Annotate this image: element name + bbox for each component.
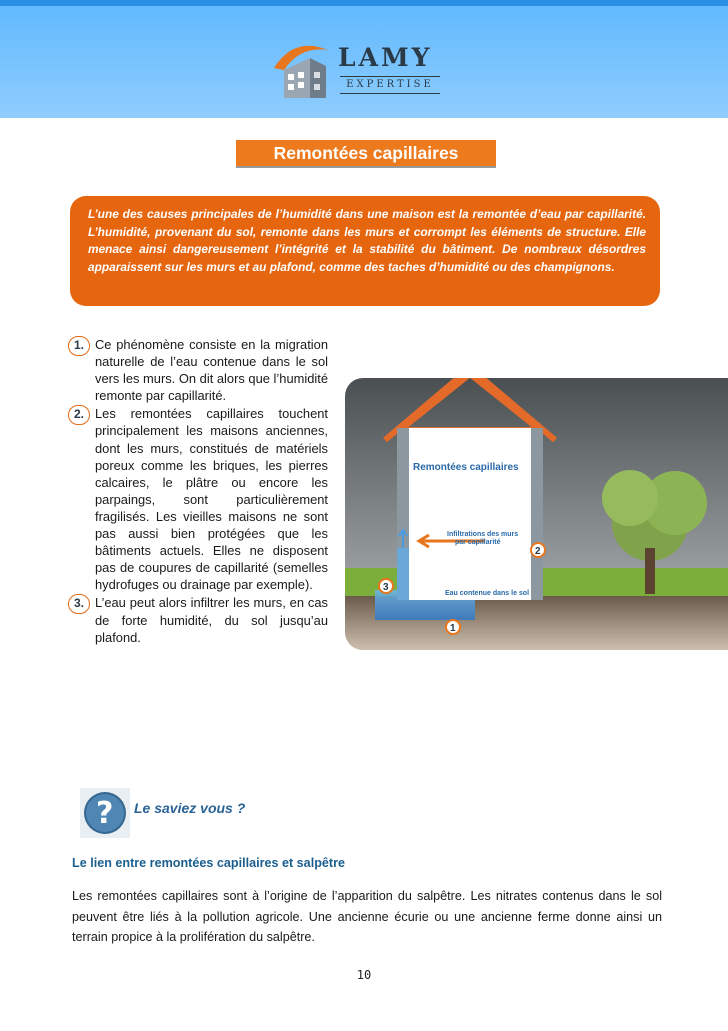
list-number: 3. [68,594,90,614]
marker-3: 3 [383,582,389,593]
title-underline [236,166,496,168]
numbered-list [68,336,328,647]
marker-1: 1 [450,623,456,634]
house-diagram [345,378,728,650]
infiltration-label-2: par capillarité [455,539,501,546]
list-number: 2. [68,405,90,425]
question-glyph: ? [96,796,114,831]
logo-subtitle: EXPERTISE [340,76,440,94]
ground-water-label: Eau contenue dans le sol [445,590,530,597]
building-logo-icon [270,40,332,100]
list-item-text: L’eau peut alors infiltrer les murs, en cas de forte humidité, du sol jusqu’au plafond. [95,595,328,645]
lamy-expertise-logo [270,40,440,100]
list-number: 1. [68,336,90,356]
article-body: Les remontées capillaires sont à l’origine de l’apparition du salpêtre. Les nitrates contenus dans le sol peuvent être liés à la pollution agricole. Une ancienne écurie ou une ancienne ferme donne ainsi un terrain propice à la prolifération du salpêtre. [72,889,662,945]
logo-brand: LAMY [338,43,433,72]
page-number: 10 [356,968,372,982]
header-top-edge [0,0,728,6]
article-subheading: Le lien entre remontées capillaires et salpêtre [72,856,345,870]
list-item [68,405,328,593]
capillary-rise-illustration [345,378,728,650]
section-title: Remontées capillaires [236,140,496,166]
intro-text: L’une des causes principales de l’humidité dans une maison est la remontée d’eau par capillarité. L’humidité, provenant du sol, remonte dans les murs et corrompt les éléments de structure. Elle menace ainsi dangereusement l’intégrité et la stabilité du bâtiment. De nombreux désordres apparaissent sur les murs et au plafond, comme des taches d’humidité ou des champignons. [88,207,646,274]
illustration-title: Remontées capillaires [413,462,519,473]
list-item-text: Les remontées capillaires touchent principalement les maisons anciennes, dont les murs, constitués de matériels poreux comme les briques, les pierres calcaires, le plâtre ou encore les parpaings, sont particulièrement fragilisés. Les vieilles maisons ne sont pas aussi bien protégées que les bâtiments actuels. Elles ne disposent pas de coupures de capillarité (semelles hydrofuges ou drainage par exemple). [95,406,328,593]
list-item [68,336,328,404]
intro-callout [70,196,660,306]
question-mark-icon [80,788,130,838]
did-you-know-banner [80,788,280,840]
list-item [68,594,328,645]
infiltration-label-1: Infiltrations des murs [447,531,519,538]
marker-2: 2 [535,546,541,557]
did-you-know-label: Le saviez vous ? [134,800,246,816]
list-item-text: Ce phénomène consiste en la migration naturelle de l’eau contenue dans le sol vers les murs. On dit alors que l’humidité remonte par capillarité. [95,337,328,404]
